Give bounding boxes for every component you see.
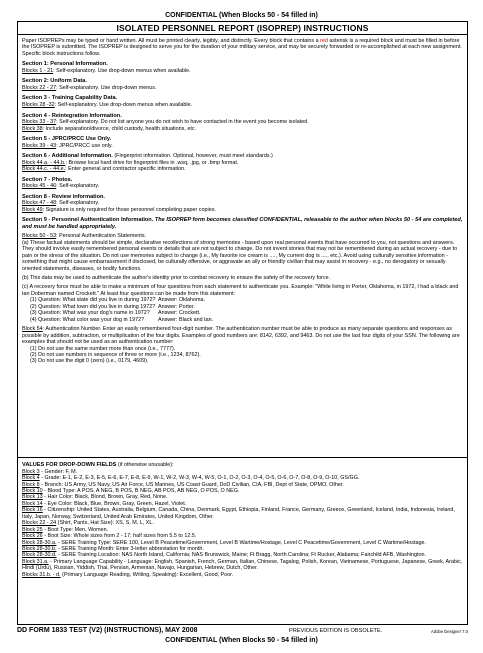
- instructions-frame: [17, 21, 468, 625]
- block-ref: Block 44.c. - 44.e.: [22, 166, 66, 173]
- list-item: Block 14 - Eye Color: Black, Blue, Brown, Gray, Green, Hazel, Violet.: [22, 500, 187, 507]
- avoid-list: [22, 346, 463, 365]
- drop-down-values: VALUES FOR DROP-DOWN FIELDS (if otherwise unusable): Block 3 - Gender: F, M. Block 4 - Grade: E-1, E-2, E-3, E-5, E-6, E-7, E-8, E-9, W-1, W-2, W-3, W-4, W-5, O-1, O-2, O-3, O-4, O-5, O-6, O-7, O-8, O-9, O-10, GS/GG. Block 8 - Branch: US Army, US Navy, US Air Force, US Marines, US Coast Guard, DoD Civilian, CIA, FBI, Dept of State, DPMO, Other. Block 10 - Blood Type: A POS, A NEG, B POS, B NEG, AB POS, AB NEG, O POS, O NEG. Block 13 - Hair Color: Black, Blond, Brown, Gray, Red, None. Block 14 - Eye Color: Black, Blue, Brown, Gray, Green, Hazel, Violet. Block 16 - Citizenship: United States, Australia, Belgium, Canada, China, Denmark, Egypt, Ethiopia, Finland, France, Germany, Greece, Greenland, Iceland, India, Indonesia, Ireland, Italy, Japan, Norway, Switzerland, United Arab Emirates, United Kingdom, Other. Blocks 22 - 24 (Shirt, Pants, Hat Size): XS, S, M, L, XL. Block 25 - Boot Type: Men, Women. Block 26 - Boot Size: Whole sizes from 2 - 17; half sizes from 5.5 to 12.5. Block 28-30.a. - SERE Training Type: SERE 100, Level B Peacetime/Government, Level B Wartime/Hostage, Level C Peacetime/Government, Level C Wartime/Hostage. Block 28-30.b. - SERE Training Month: Enter 3-letter abbreviation for month. Block 28-30.d. - SERE Training Location: NAS North Island, California; NAS Brunswick, Maine; Ft Bragg, North Carolina; Ft Rucker, Alabama; Fairchild AFB, Washington. Block 31.a. - Primary Language Capability - Language: English, Spanish, French, German, Italian, Chinese, Tagalog, Polish, Korean, Vietnamese, Portuguese, Japanese, Greek, Arabic, Hindi (Urdu), Russian, Yiddish, Thai, Persian, Armenian, Navajo, Hungarian, Hebrew, Dutch, Other. Blocks 31.b. - d. (Primary Language Reading, Writing, Speaking): Excellent, Good, Poor.: [22, 462, 463, 578]
- block-ref: Block 10: [22, 487, 43, 494]
- block-ref: Blocks 47 - 48: [22, 200, 57, 207]
- section-1: Section 1: Personal Information. Blocks 1 - 21: Self-explanatory. Use drop-down menus when available.: [22, 61, 463, 74]
- section-7: Section 7 - Photos. Blocks 45 - 46: Self-explanatory.: [22, 177, 463, 190]
- form-number: DD FORM 1833 TEST (V2) (INSTRUCTIONS), MAY 2008: [17, 627, 198, 634]
- block-ref: Blocks 22 - 27: [22, 85, 57, 91]
- list-item: Block 4 - Grade: E-1, E-2, E-3, E-5, E-6, E-7, E-8, E-9, W-1, W-2, W-3, W-4, W-5, O-1, O-2, O-3, O-4, O-5, O-6, O-7, O-8, O-9, O-10, GS/GG.: [22, 475, 360, 482]
- values-heading: VALUES FOR DROP-DOWN FIELDS: [22, 462, 117, 468]
- paragraph-c: (c) A recovery force must be able to make a minimum of four questions from each statement to authenticate you. Example: "While living in Porter, Oklahoma, in 1972, I had a black and tan Doberman named Crockett." At least four questions can be made from this statement:: [22, 284, 459, 297]
- block-ref: Blocks 50 - 53: [22, 233, 57, 240]
- section-3: Section 3 - Training Capability Data. Blocks 28 -32: Self-explanatory. Use drop-down menus when available.: [22, 95, 463, 108]
- list-item: Block 8 - Branch: US Army, US Navy, US Air Force, US Marines, US Coast Guard, DoD Civilian, CIA, FBI, Dept of State, DPMO, Other.: [22, 481, 344, 488]
- section-heading: Section 9 - Personnel Authentication Information. The ISOPREP form becomes classified CONFIDENTIAL, releasable to the author when blocks 50 - 54 are completed, and must be handled appropriately.: [22, 217, 463, 230]
- section-2: Section 2: Uniform Data. Blocks 22 - 27: Self-explanatory. Use drop-down menus.: [22, 78, 463, 91]
- block-ref: Block 28-30.d.: [22, 552, 57, 559]
- block-ref: Block 26: [22, 533, 43, 540]
- block-54-paragraph: Block 54: Authentication Number. Enter an easily remembered four-digit number. The authentication number must be able to produce as many separate questions and responses as possible by addition, subtraction, or multiplication of the four digits. Examples of good numbers are: 8142, 6392, and 9463. Do not use the last four digits of your SSN. The following are examples that should not be used as an authentication number:: [22, 326, 460, 346]
- list-item: Block 10 - Blood Type: A POS, A NEG, B POS, B NEG, AB POS, AB NEG, O POS, O NEG.: [22, 487, 240, 494]
- block-ref: Block 14: [22, 500, 43, 507]
- list-item: (2) Do not use numbers in sequence of three or more (i.e., 1234, 8762).: [30, 351, 201, 358]
- list-item: Blocks 31.b. - d. (Primary Language Reading, Writing, Speaking): Excellent, Good, Poor.: [22, 571, 234, 578]
- question-row: (1) Question: What state did you live in during 1972? Answer: Oklahoma.: [30, 297, 206, 304]
- block-ref: Blocks 33 - 37: [22, 119, 57, 126]
- block-instructions: [18, 35, 467, 458]
- section-8: Section 8 - Review information. Blocks 47 - 48: Self-explanatory. Block 49: Signature is only required for those personnel completing paper copies.: [22, 194, 463, 214]
- section-heading: Section 4 - Reintegration Information.: [22, 112, 122, 119]
- question-row: (2) Question: What town did you live in during 1972? Answer: Porter.: [30, 303, 195, 310]
- section-5: Section 5 - JPRC/PRCC Use Only. Blocks 39 - 43: JPRC/PRCC use only.: [22, 136, 463, 149]
- block-ref: Blocks 31.b. - d.: [22, 571, 61, 578]
- list-item: Block 28-30.a. - SERE Training Type: SERE 100, Level B Peacetime/Government, Level B Wartime/Hostage, Level C Peacetime/Government, Level C Wartime/Hostage.: [22, 539, 426, 546]
- list-item: Block 26 - Boot Size: Whole sizes from 2 - 17; half sizes from 5.5 to 12.5.: [22, 533, 197, 540]
- block-ref: Block 49: [22, 206, 43, 213]
- section-6: Section 6 - Additional Information. (Fingerprint information. Optional, however, must meet standards.) Block 44.a. - 44.b.: Browse local hard drive for fingerprint files in .wsq, .jpg, or .bmp format. Block 44.c. - 44.e.: Enter general and contractor specific information.: [22, 153, 273, 173]
- block-ref: Block 8: [22, 481, 40, 488]
- section-heading: Section 8 - Review information.: [22, 193, 105, 200]
- list-item: Block 28-30.d. - SERE Training Location: NAS North Island, California; NAS Brunswick, Maine; Ft Bragg, North Carolina; Ft Rucker, Alabama; Fairchild AFB, Washington.: [22, 552, 426, 559]
- list-item: (1) Do not use the same number more than once (i.e., 7777).: [30, 345, 176, 352]
- form-title: ISOLATED PERSONNEL REPORT (ISOPREP) INSTRUCTIONS: [18, 22, 467, 35]
- section-heading: Section 1: Personal Information.: [22, 61, 108, 68]
- block-ref: Blocks 28 -32: [22, 102, 55, 109]
- block-ref: Block 54: [22, 326, 43, 333]
- intro-paragraph: Paper ISOPREPs may be typed or hand written. All must be printed clearly, legibly, and distinctly. Every block that contains a red asterisk is a required block and must be filled in before the ISOPREP is submitted. The ISOPREP is designed to serve you for the duration of your military service, and may be securely forwarded or re-accomplished at each new assignment. Specific block instructions follow.: [22, 38, 462, 57]
- list-item: Block 25 - Boot Type: Men, Women.: [22, 526, 109, 533]
- question-row: (3) Question: What was your dog's name in 1972? Answer: Crockett.: [30, 310, 201, 317]
- form-footer: [17, 627, 468, 637]
- section-9: Section 9 - Personnel Authentication Information. The ISOPREP form becomes classified CONFIDENTIAL, releasable to the author when blocks 50 - 54 are completed, and must be handled appropriately. Blocks 50 - 53: Personal Authentication Statements. (a) These factual statements should be simple, declarative recollections of strong memories - based upon real personal events that have occurred to you, not questions and answers. They should involve easily remembered personal events or details that are not subject to change. Do not invent stories that may not be remembered during an actual recovery - due to pain or the stress of the situation. Do not use memories subject to change (i.e., My favorite ice cream is ...., My current dog is ...., etc.). Avoid using culturally sensitive information - something that might cause embarrassment if disclosed, be culturally offensive, or aggravate an ally or friendly civilian that may assist in recovery - e.g., no derogatory or sexually oriented statements, diseases, or bodily functions. (b) This data may be used to authenticate the author's identity prior to combat recovery to ensure the safety of the recovery force. (c) A recovery force must be able to make a minimum of four questions from each statement to authenticate you. Example: "While living in Porter, Oklahoma, in 1972, I had a black and tan Doberman named Crockett." At least four questions can be made from this statement: (1) Question: What state did you live in during 1972? Answer: Oklahoma. (2) Question: What town did you live in during 1972? Answer: Porter. (3) Question: What was your dog's name in 1972? Answer: Crockett. (4) Question: What color was your dog in 1972? Answer: Black and tan. Block 54: Authentication Number. Enter an easily remembered four-digit number. The authentication number must be able to produce as many separate questions and responses as possible by addition, subtraction, or multiplication of the four digits. Examples of good numbers are: 8142, 6392, and 9463. Do not use the last four digits of your SSN. The following are examples that should not be used as an authentication number: (1) Do not use the same number more than once (i.e., 7777). (2) Do not use numbers in sequence of three or more (i.e., 1234, 8762). (3) Do not use the digit 0 (zero) (i.e., 0179, 4609).: [22, 217, 463, 365]
- software-credit: Adobe Designer 7.0: [430, 629, 468, 634]
- classification-banner-top: CONFIDENTIAL (When Blocks 50 - 54 filled in): [165, 12, 318, 19]
- question-row: (4) Question: What color was your dog in 1972? Answer: Black and tan.: [30, 316, 214, 323]
- list-item: Block 16 - Citizenship: United States, Australia, Belgium, Canada, China, Denmark, Egypt, Ethiopia, Finland, France, Germany, Greece, Greenland, Iceland, India, Indonesia, Ireland, Italy, Japan, Norway, Switzerland, United Arab Emirates, United Kingdom, Other.: [22, 507, 455, 520]
- paragraph-b: (b) This data may be used to authenticate the author's identity prior to combat recovery to ensure the safety of the recovery force.: [22, 275, 331, 281]
- block-ref: Block 4: [22, 475, 40, 482]
- block-ref: Block 28-30.b.: [22, 546, 57, 553]
- section-heading: Section 2: Uniform Data.: [22, 78, 87, 85]
- block-ref: Blocks 39 - 43: [22, 142, 57, 149]
- list-item: Block 31.a. - Primary Language Capability - Language: English, Spanish, French, German, Italian, Chinese, Tagalog, Polish, Korean, Vietnamese, Portuguese, Japanese, Greek, Arabic, Hindi (Urdu), Russian, Yiddish, Thai, Persian, Armenian, Navajo, Hungarian, Hebrew, Dutch, Other.: [22, 558, 463, 572]
- list-item: Block 3 - Gender: F, M.: [22, 468, 78, 475]
- block-ref: Block 13: [22, 494, 43, 501]
- block-ref: Block 3: [22, 468, 40, 475]
- classification-banner-bottom: CONFIDENTIAL (When Blocks 50 - 54 filled in): [165, 637, 318, 644]
- list-item: Block 13 - Hair Color: Black, Blond, Brown, Gray, Red, None.: [22, 494, 168, 501]
- block-ref: Block 38: [22, 125, 43, 132]
- section-heading: Section 3 - Training Capability Data.: [22, 95, 118, 102]
- block-ref: Block 16: [22, 507, 43, 514]
- paragraph-a: (a) These factual statements should be simple, declarative recollections of strong memories - based upon real personal events that have occurred to you, not questions and answers. They should involve easily remembered personal events or details that are not subject to change. Do not invent stories that may not be remembered during an actual recovery - due to pain or the stress of the situation. Do not use memories subject to change (i.e., My favorite ice cream is ...., My current dog is ...., etc.). Avoid using culturally sensitive information - something that might cause embarrassment if disclosed, be culturally offensive, or aggravate an ally or friendly civilian that may assist in recovery - e.g., no derogatory or sexually oriented statements, diseases, or bodily functions.: [22, 239, 458, 272]
- block-ref: Block 25: [22, 526, 43, 533]
- section-heading: Section 6 - Additional Information.: [22, 153, 113, 160]
- block-ref: Blocks 22 - 24: [22, 520, 57, 527]
- section-4: Section 4 - Reintegration Information. Blocks 33 - 37: Self-explanatory. Do not list anyone you do not wish to have contacted in the event you become isolated. Block 38: Include separation/divorce, child custody, health situations, etc.: [22, 113, 463, 133]
- section-heading: Section 7 - Photos.: [22, 176, 73, 183]
- section-heading: Section 5 - JPRC/PRCC Use Only.: [22, 136, 112, 142]
- list-item: (3) Do not use the digit 0 (zero) (i.e., 0179, 4609).: [30, 358, 149, 365]
- block-ref: Block 44.a. - 44.b.: [22, 159, 66, 166]
- block-ref: Block 31.a.: [22, 558, 49, 565]
- block-ref: Block 28-30.a.: [22, 539, 57, 546]
- block-ref: Blocks 1 - 21: [22, 67, 54, 74]
- red-word: red: [320, 38, 328, 44]
- list-item: Block 28-30.b. - SERE Training Month: Enter 3-letter abbreviation for month.: [22, 546, 204, 553]
- question-list: [22, 297, 463, 323]
- list-item: Blocks 22 - 24 (Shirt, Pants, Hat Size): XS, S, M, L, XL.: [22, 520, 154, 527]
- block-ref: Blocks 45 - 46: [22, 183, 57, 190]
- obsolete-notice: PREVIOUS EDITION IS OBSOLETE.: [289, 628, 383, 634]
